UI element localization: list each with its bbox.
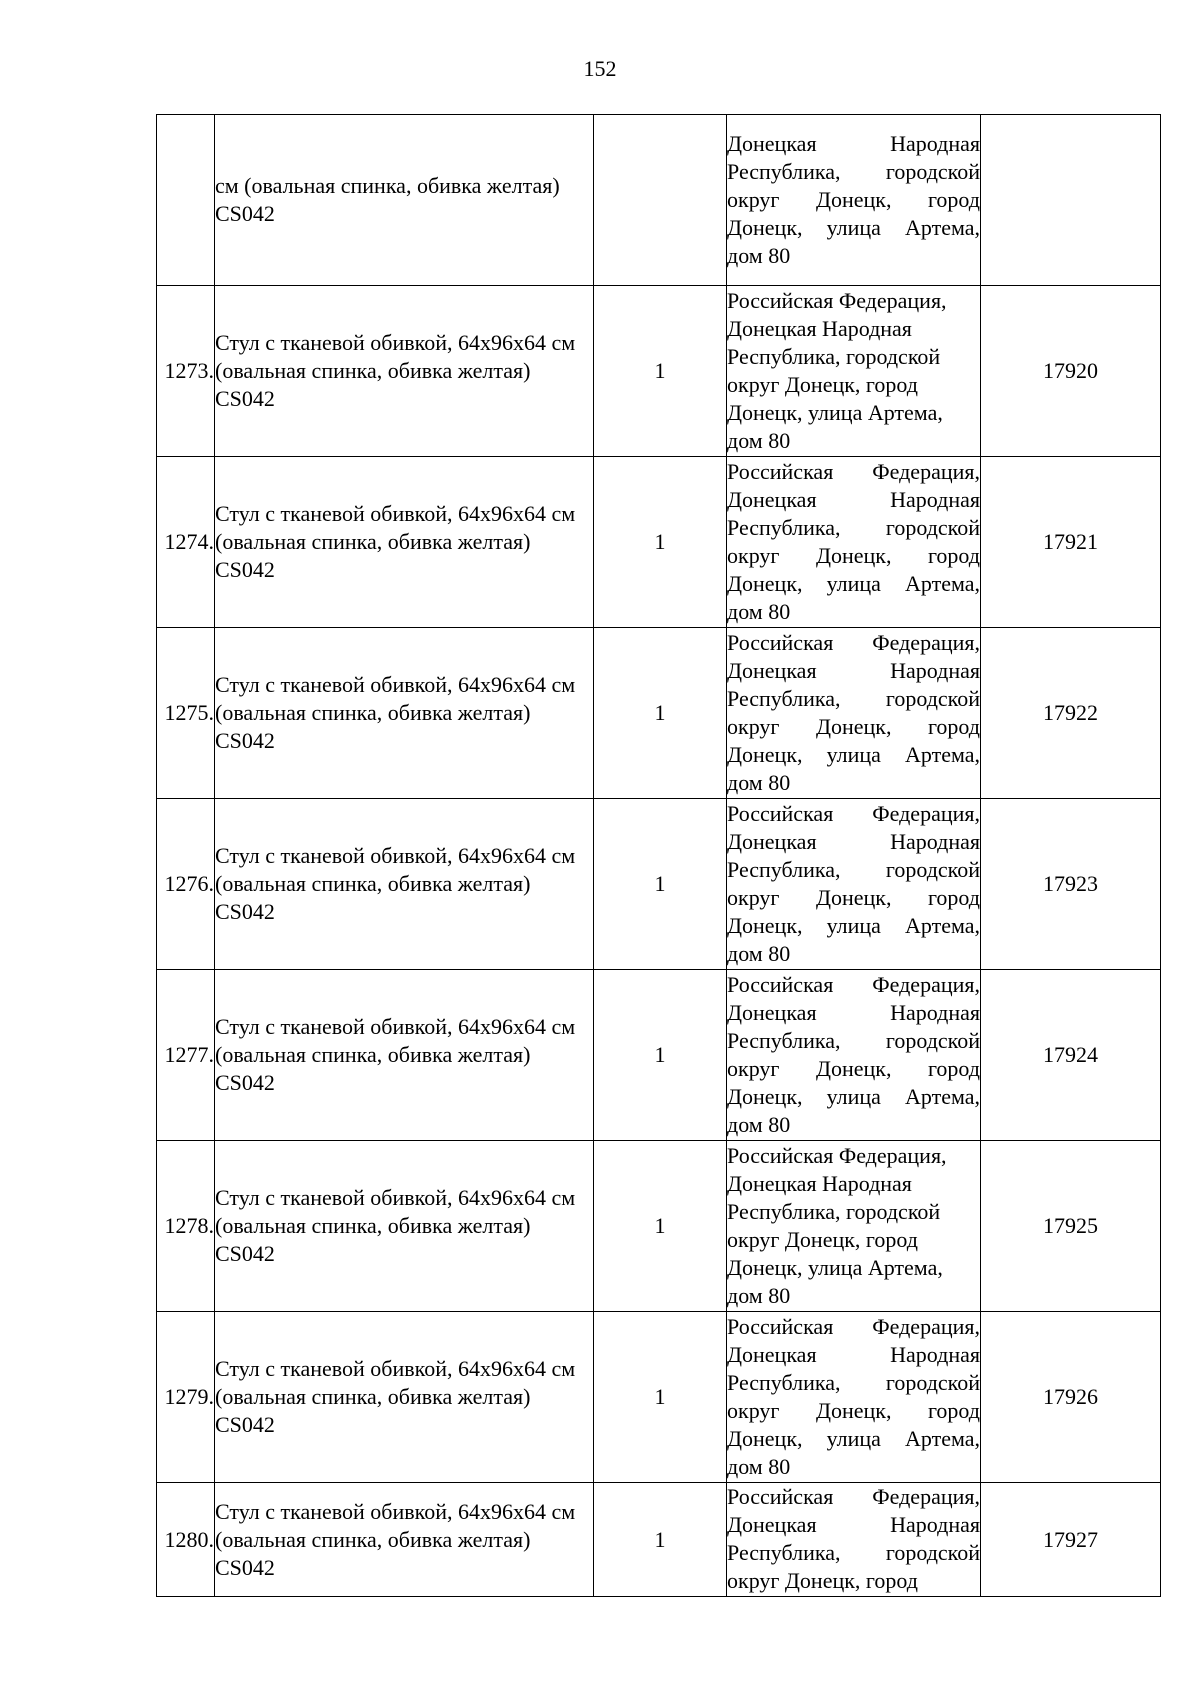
- item-name: Стул с тканевой обивкой, 64x96x64 см (овальная спинка, обивка желтая) CS042: [215, 799, 594, 970]
- table-row: [157, 799, 1161, 970]
- item-name: Стул с тканевой обивкой, 64x96x64 см (овальная спинка, обивка желтая) CS042: [215, 286, 594, 457]
- item-name: см (овальная спинка, обивка желтая) CS042: [215, 115, 594, 286]
- row-number: [157, 115, 215, 286]
- inventory-code: 17922: [981, 628, 1161, 799]
- item-address: Российская Федерация, Донецкая Народная Республика, городской округ Донецк, город Донецк, улица Артема, дом 80: [727, 1141, 981, 1312]
- row-number: 1275.: [157, 628, 215, 799]
- item-address: Российская Федерация, Донецкая Народная Республика, городской округ Донецк, город Донецк, улица Артема, дом 80: [727, 1312, 981, 1483]
- table-row: [157, 1312, 1161, 1483]
- item-address: Донецкая Народная Республика, городской округ Донецк, город Донецк, улица Артема, дом 80: [727, 115, 981, 286]
- inventory-code: [981, 115, 1161, 286]
- item-address: Российская Федерация, Донецкая Народная Республика, городской округ Донецк, город Донецк, улица Артема, дом 80: [727, 457, 981, 628]
- table-row: [157, 457, 1161, 628]
- row-number: 1274.: [157, 457, 215, 628]
- table-row: [157, 1141, 1161, 1312]
- table-row: [157, 115, 1161, 286]
- item-name: Стул с тканевой обивкой, 64x96x64 см (овальная спинка, обивка желтая) CS042: [215, 1141, 594, 1312]
- row-number: 1276.: [157, 799, 215, 970]
- item-address: Российская Федерация, Донецкая Народная Республика, городской округ Донецк, город Донецк, улица Артема, дом 80: [727, 628, 981, 799]
- item-quantity: 1: [594, 628, 727, 799]
- row-number: 1280.: [157, 1483, 215, 1597]
- item-name: Стул с тканевой обивкой, 64x96x64 см (овальная спинка, обивка желтая) CS042: [215, 457, 594, 628]
- item-quantity: 1: [594, 970, 727, 1141]
- item-quantity: 1: [594, 1141, 727, 1312]
- item-quantity: 1: [594, 286, 727, 457]
- item-quantity: 1: [594, 799, 727, 970]
- item-name: Стул с тканевой обивкой, 64x96x64 см (овальная спинка, обивка желтая) CS042: [215, 1483, 594, 1597]
- inventory-code: 17923: [981, 799, 1161, 970]
- table-row: [157, 970, 1161, 1141]
- inventory-code: 17921: [981, 457, 1161, 628]
- table-row: [157, 1483, 1161, 1597]
- item-quantity: 1: [594, 1312, 727, 1483]
- inventory-code: 17925: [981, 1141, 1161, 1312]
- item-address: Российская Федерация, Донецкая Народная Республика, городской округ Донецк, город Донецк, улица Артема, дом 80: [727, 286, 981, 457]
- inventory-code: 17920: [981, 286, 1161, 457]
- item-name: Стул с тканевой обивкой, 64x96x64 см (овальная спинка, обивка желтая) CS042: [215, 1312, 594, 1483]
- item-name: Стул с тканевой обивкой, 64x96x64 см (овальная спинка, обивка желтая) CS042: [215, 628, 594, 799]
- row-number: 1279.: [157, 1312, 215, 1483]
- row-number: 1273.: [157, 286, 215, 457]
- item-address: Российская Федерация, Донецкая Народная Республика, городской округ Донецк, город: [727, 1483, 981, 1597]
- row-number: 1278.: [157, 1141, 215, 1312]
- table-row: [157, 286, 1161, 457]
- inventory-code: 17924: [981, 970, 1161, 1141]
- item-quantity: 1: [594, 457, 727, 628]
- inventory-code: 17926: [981, 1312, 1161, 1483]
- row-number: 1277.: [157, 970, 215, 1141]
- item-quantity: [594, 115, 727, 286]
- page-number: 152: [583, 56, 617, 81]
- inventory-code: 17927: [981, 1483, 1161, 1597]
- item-address: Российская Федерация, Донецкая Народная Республика, городской округ Донецк, город Донецк, улица Артема, дом 80: [727, 799, 981, 970]
- item-address: Российская Федерация, Донецкая Народная Республика, городской округ Донецк, город Донецк, улица Артема, дом 80: [727, 970, 981, 1141]
- item-quantity: 1: [594, 1483, 727, 1597]
- inventory-table: [156, 114, 1161, 1597]
- item-name: Стул с тканевой обивкой, 64x96x64 см (овальная спинка, обивка желтая) CS042: [215, 970, 594, 1141]
- table-row: [157, 628, 1161, 799]
